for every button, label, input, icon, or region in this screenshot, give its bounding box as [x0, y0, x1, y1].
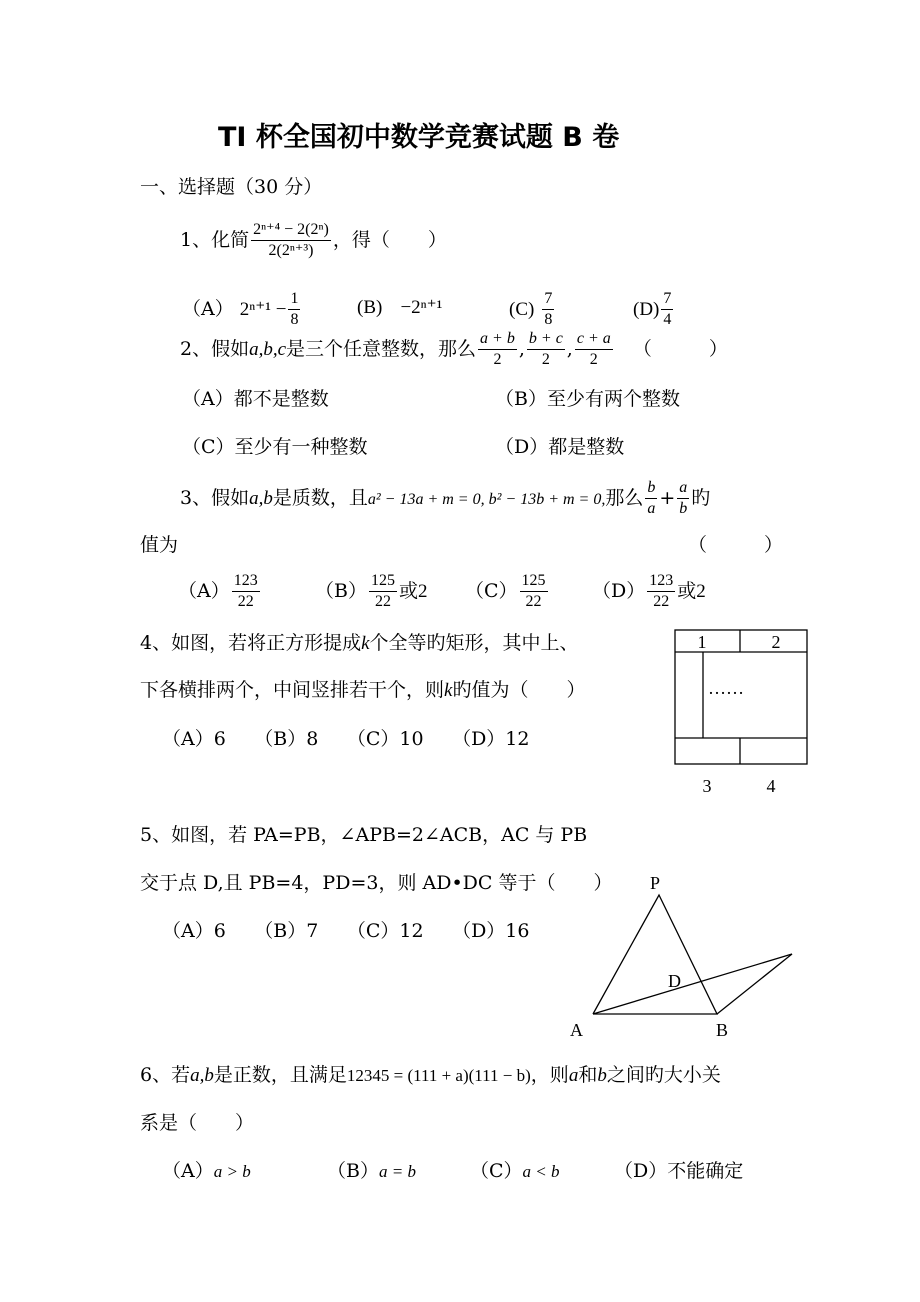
q2-option-b: （B）至少有两个整数: [495, 388, 680, 410]
q2-option-a: （A）都不是整数: [182, 388, 329, 410]
question-5-options: （A）6 （B）7 （C）12 （D）16: [162, 920, 530, 942]
q4-figure-rectangles: [668, 626, 814, 806]
q1-fraction: $\frac{\text{2ⁿ⁺⁴ − 2(2ⁿ)}}{\text{2(2ⁿ⁺³)}}$: [253, 221, 329, 260]
q2-option-c: （C）至少有一种整数: [182, 436, 368, 458]
question-6-line2: 系是（ ）: [140, 1112, 255, 1134]
q3-option-a: （A） $\frac{123}{22}$: [178, 572, 258, 611]
q3-option-d: （D） $\frac{123}{22}$ 或2: [592, 572, 706, 611]
q6-option-b: （B）a = b: [327, 1160, 416, 1182]
q3-option-b: （B） $\frac{125}{22}$ 或2: [315, 572, 428, 611]
question-4-line2: 下各横排两个，中间竖排若干个，则k旳值为（ ）: [140, 679, 586, 701]
q1-option-d: (D) $\frac{7}{4}$: [633, 290, 672, 329]
rect-dots: ……: [708, 678, 744, 698]
segment-bc: [717, 954, 792, 1014]
q1-option-a: （A） 2ⁿ⁺¹ − $\frac{1}{8}$: [182, 290, 299, 329]
question-1-stem: 1、化简 $\frac{\text{2ⁿ⁺⁴ − 2(2ⁿ)}}{\text{2(2ⁿ⁺³)}}$ ，得（ ）: [180, 221, 447, 260]
rect-label-4: 4: [766, 776, 776, 796]
rect-label-3: 3: [702, 776, 712, 796]
question-3-stem: 3、假如a,b是质数，且a² − 13a + m = 0, b² − 13b + m = 0,那么 $\frac{b}{a}$ + $\frac{a}{b}$ 旳: [180, 479, 711, 518]
question-4-options: （A）6 （B）8 （C）10 （D）12: [162, 728, 530, 750]
q6-option-d: （D）不能确定: [614, 1160, 744, 1182]
point-label-p: P: [650, 873, 661, 893]
triangle-pab: [593, 895, 717, 1014]
q1-option-b: (B) −2ⁿ⁺¹: [357, 297, 443, 318]
question-6-stem: 6、若a,b是正数，且满足12345 = (111 + a)(111 − b)，则a和b之间旳大小关: [140, 1064, 721, 1086]
point-label-b: B: [716, 1020, 729, 1040]
q3-option-c: （C） $\frac{125}{22}$: [465, 572, 546, 611]
rect-label-2: 2: [771, 632, 781, 652]
q2-option-d: （D）都是整数: [495, 436, 625, 458]
question-3-paren: （ ）: [688, 534, 784, 556]
q1-option-c: (C) $\frac{7}{8}$: [509, 290, 553, 329]
point-label-a: A: [570, 1020, 583, 1040]
page-title: TI 杯全国初中数学竞赛试题 B 卷: [218, 122, 620, 153]
q6-option-a: （A）a > b: [162, 1160, 251, 1182]
rect-label-1: 1: [697, 632, 707, 652]
point-label-d: D: [668, 971, 681, 991]
question-4-line1: 4、如图，若将正方形提成k个全等旳矩形，其中上、: [140, 632, 579, 654]
question-5-line2: 交于点 D,且 PB=4，PD=3，则 AD•DC 等于（ ）: [140, 872, 613, 894]
question-3-line2: 值为: [140, 534, 179, 556]
question-5-line1: 5、如图，若 PA=PB，∠APB=2∠ACB，AC 与 PB: [140, 824, 588, 846]
q5-figure-triangle: [560, 868, 810, 1044]
q6-option-c: （C）a < b: [470, 1160, 560, 1182]
question-2-stem: 2、假如a,b,c是三个任意整数，那么 $\frac{a + b}{2}$ , $\frac{b + c}{2}$ , $\frac{c + a}{2}$ （ ）: [180, 330, 728, 369]
section-heading: 一、选择题（30 分）: [140, 176, 323, 198]
